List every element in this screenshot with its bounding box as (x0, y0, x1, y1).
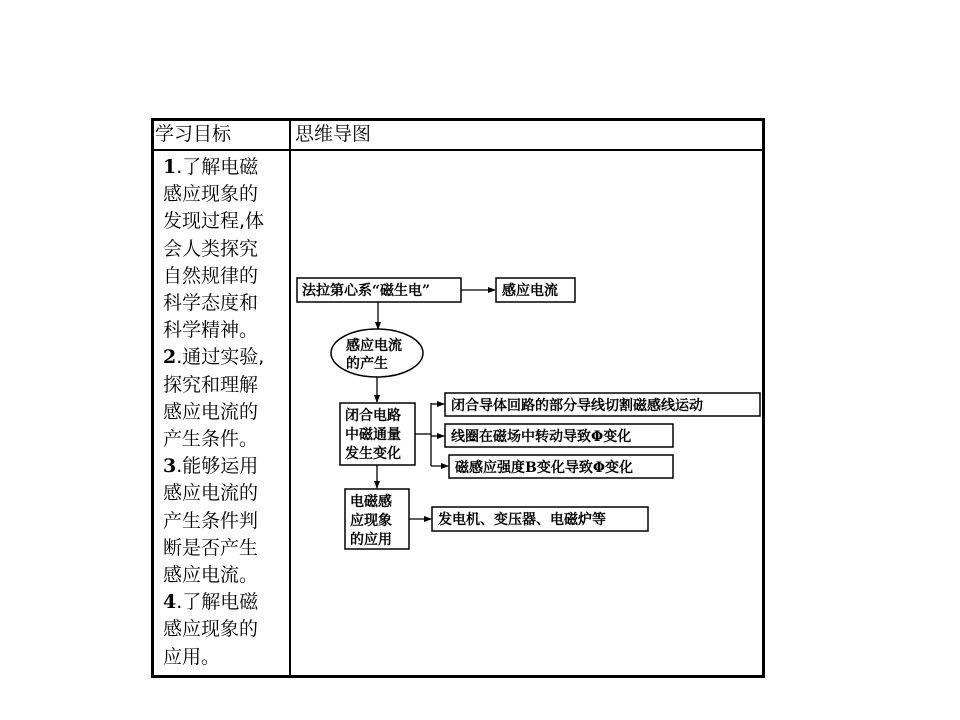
case-text: 磁感应强度B变化导致Φ变化 (455, 460, 634, 476)
header-mind-map: 思维导图 (295, 123, 372, 145)
root-text: 法拉第心系“磁生电” (302, 283, 431, 299)
condition-line: 发生变化 (345, 446, 401, 462)
goal-line: 感应电流。 (163, 564, 259, 587)
goal-number: 2 (163, 346, 177, 369)
goal-line: .通过实验, (176, 346, 265, 369)
goal-number: 3 (163, 455, 177, 478)
case-text: 线圈在磁场中转动导致Φ变化 (451, 429, 632, 445)
application-line: 的应用 (350, 532, 392, 548)
goal-line: .能够运用 (176, 455, 259, 478)
goal-line: 产生条件。 (163, 428, 259, 451)
result-text: 感应电流 (502, 283, 558, 299)
goal-line: .了解电磁 (176, 156, 259, 178)
ellipse-line: 的产生 (346, 356, 388, 372)
goal-number: 4 (163, 591, 177, 614)
condition-line: 中磁通量 (345, 427, 401, 443)
goal-line: 感应现象的 (163, 618, 259, 641)
application-line: 电磁感 (350, 494, 392, 510)
goal-line: 产生条件判 (163, 509, 259, 532)
goal-line: 感应电流的 (163, 482, 259, 505)
application-line: 应现象 (350, 513, 392, 529)
condition-line: 闭合电路 (345, 408, 401, 424)
goal-line: 发现过程,体 (163, 210, 265, 233)
goal-line: 感应电流的 (163, 400, 259, 423)
goal-line: 科学精神。 (163, 319, 259, 342)
goal-number: 1 (163, 156, 177, 178)
case-text: 闭合导体回路的部分导线切割磁感线运动 (451, 398, 703, 414)
goal-line: 断是否产生 (163, 536, 259, 559)
goal-line: 科学态度和 (163, 292, 259, 315)
ellipse-line: 感应电流 (346, 338, 402, 354)
goal-line: 感应现象的 (163, 183, 259, 206)
goal-line: 应用。 (163, 645, 221, 668)
examples-text: 发电机、变压器、电磁炉等 (438, 512, 606, 528)
header-learning-goals: 学习目标 (155, 123, 232, 145)
goal-line: .了解电磁 (176, 591, 259, 614)
goal-line: 探究和理解 (163, 373, 259, 396)
goal-line: 自然规律的 (163, 264, 259, 287)
goal-line: 会人类探究 (163, 237, 259, 260)
